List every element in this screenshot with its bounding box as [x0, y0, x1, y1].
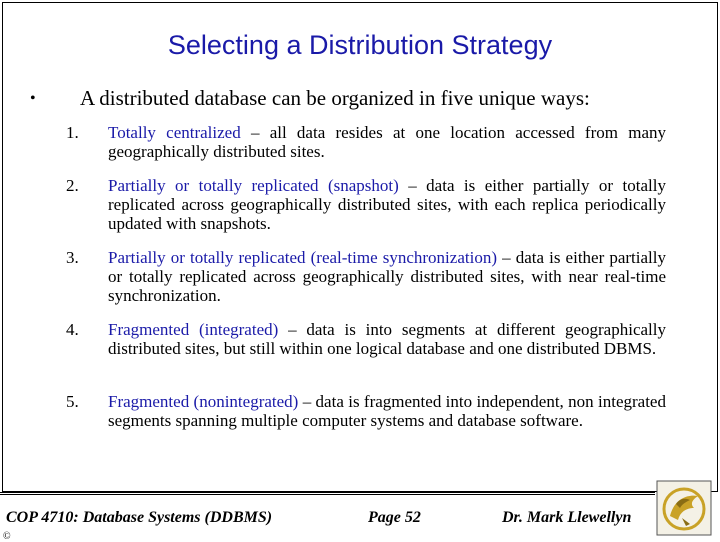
item-number: 4.	[66, 320, 79, 339]
footer	[0, 496, 655, 536]
item-text	[108, 392, 666, 430]
item-number: 2.	[66, 176, 79, 195]
item-text	[108, 320, 666, 358]
footer-author: Dr. Mark Llewellyn	[502, 509, 632, 526]
item-term: Fragmented (integrated)	[108, 320, 279, 339]
item-description: – data is either partially or totally replicated across geographically distributed sites, with near real-time synchronization.	[108, 248, 666, 305]
item-term: Fragmented (nonintegrated)	[108, 392, 299, 411]
item-description: – data is into segments at different geographically distributed sites, but still within one logical database and one distributed DBMS.	[108, 320, 666, 358]
item-number: 1.	[66, 123, 79, 142]
footer-copyright: ©	[3, 531, 11, 542]
item-number: 3.	[66, 248, 79, 267]
intro-text: A distributed database can be organized in five unique ways:	[80, 86, 590, 110]
item-text	[108, 248, 666, 305]
item-term: Totally centralized	[108, 123, 241, 142]
item-text	[108, 176, 666, 233]
footer-divider	[0, 492, 655, 495]
footer-page-number: Page 52	[368, 509, 421, 526]
item-term: Partially or totally replicated (snapshot)	[108, 176, 399, 195]
item-term: Partially or totally replicated (real-time synchronization)	[108, 248, 497, 267]
footer-course: COP 4710: Database Systems (DDBMS)	[6, 509, 273, 526]
item-description: – data is either partially or totally replicated across geographically distributed sites, with each replica periodically updated with snapshots.	[108, 176, 666, 233]
slide-title: Selecting a Distribution Strategy	[167, 30, 553, 60]
intro-bullet: •	[30, 90, 36, 107]
item-number: 5.	[66, 392, 79, 411]
item-description: – all data resides at one location accessed from many geographically distributed sites.	[108, 123, 666, 161]
item-text	[108, 123, 666, 161]
item-description: – data is fragmented into independent, non integrated segments spanning multiple computer systems and database software.	[108, 392, 666, 430]
ucf-pegasus-logo-icon	[656, 480, 712, 536]
